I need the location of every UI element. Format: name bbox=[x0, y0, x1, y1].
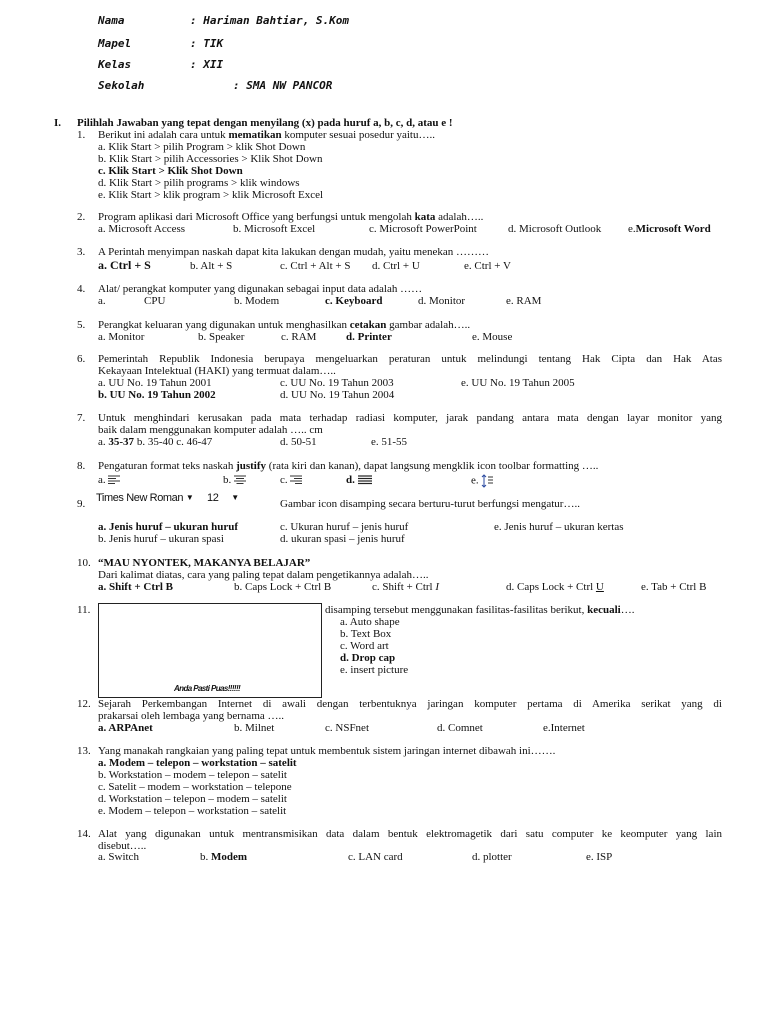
q10-quote: “MAU NYONTEK, MAKANYA BELAJAR” bbox=[98, 557, 311, 569]
q14-option-e: e. ISP bbox=[586, 851, 613, 863]
section-number: I. bbox=[54, 117, 62, 129]
q9-option-e: e. Jenis huruf – ukuran kertas bbox=[494, 521, 624, 533]
q10-option-c: c. Shift + Ctrl I bbox=[372, 581, 440, 593]
q8-option-d: d. bbox=[346, 474, 372, 486]
q8-number: 8. bbox=[77, 460, 86, 472]
q2-option-a: a. Microsoft Access bbox=[98, 223, 186, 235]
q2-option-d: d. Microsoft Outlook bbox=[508, 223, 602, 235]
q11-question: disamping tersebut menggunakan fasilitas-fasilitas berikut, kecuali…. bbox=[325, 604, 635, 616]
q13-option-e: e. Modem – telepon – workstation – satelit bbox=[98, 805, 287, 817]
q14-number: 14. bbox=[77, 828, 91, 840]
q9-option-a: a. Jenis huruf – ukuran huruf bbox=[98, 521, 238, 533]
q11-option-c: c. Word art bbox=[340, 640, 389, 652]
image-caption: Anda Pasti Puas!!!!!! bbox=[174, 684, 241, 693]
q12-question-line1: Sejarah Perkembangan Internet di awali dengan terbentuknya jaringan komputer pertama di Amerika serikat yang di bbox=[98, 698, 722, 710]
q7-question-line2: baik dalam menggunakan komputer adalah ….. cm bbox=[98, 424, 323, 436]
font-name-select[interactable]: Times New Roman ▼ bbox=[96, 492, 194, 504]
q5-option-b: b. Speaker bbox=[198, 331, 245, 343]
q11-option-a: a. Auto shape bbox=[340, 616, 400, 628]
q5-option-a: a. Monitor bbox=[98, 331, 145, 343]
q9-option-b: b. Jenis huruf – ukuran spasi bbox=[98, 533, 224, 545]
q10-option-b: b. Caps Lock + Ctrl B bbox=[234, 581, 332, 593]
q5-question: Perangkat keluaran yang digunakan untuk menghasilkan cetakan gambar adalah….. bbox=[98, 319, 471, 331]
q8-option-b: b. bbox=[223, 474, 246, 486]
q4-option-d: d. Monitor bbox=[418, 295, 466, 307]
section-instruction: Pilihlah Jawaban yang tepat dengan menyilang (x) pada huruf a, b, c, d, atau e ! bbox=[77, 117, 453, 129]
q13-question: Yang manakah rangkaian yang paling tepat untuk membentuk sistem jaringan internet dibawah ini……. bbox=[98, 745, 556, 757]
q3-option-c: c. Ctrl + Alt + S bbox=[280, 260, 351, 272]
q12-question-line2: prakarsai oleh lembaga yang bernama ….. bbox=[98, 710, 285, 722]
align-justify-icon bbox=[358, 475, 372, 485]
align-left-icon bbox=[108, 475, 120, 485]
mapel-value: : TIK bbox=[190, 37, 224, 50]
chevron-down-icon: ▼ bbox=[231, 493, 240, 502]
q1-option-a: a. Klik Start > pilih Program > klik Shot Down bbox=[98, 141, 306, 153]
q6-option-e: e. UU No. 19 Tahun 2005 bbox=[461, 377, 575, 389]
q3-option-d: d. Ctrl + U bbox=[372, 260, 420, 272]
q11-option-d: d. Drop cap bbox=[340, 652, 396, 664]
q4-option-a: a. bbox=[98, 295, 106, 307]
q4-option-c: c. Keyboard bbox=[325, 295, 383, 307]
q8-question: Pengaturan format teks naskah justify (rata kiri dan kanan), dapat langsung mengklik icon toolbar formatting ….. bbox=[98, 460, 599, 472]
q7-option-e: e. 51-55 bbox=[371, 436, 408, 448]
q12-option-a: a. ARPAnet bbox=[98, 722, 153, 734]
line-spacing-icon bbox=[481, 474, 493, 488]
q6-option-d: d. UU No. 19 Tahun 2004 bbox=[280, 389, 395, 401]
q1-number: 1. bbox=[77, 129, 86, 141]
q7-number: 7. bbox=[77, 412, 86, 424]
q10-option-a: a. Shift + Ctrl B bbox=[98, 581, 174, 593]
q9-question: Gambar icon disamping secara berturu-turut berfungsi mengatur….. bbox=[280, 498, 580, 510]
q2-option-c: c. Microsoft PowerPoint bbox=[369, 223, 477, 235]
q13-option-b: b. Workstation – modem – telepon – satelit bbox=[98, 769, 287, 781]
q1-question: Berikut ini adalah cara untuk mematikan komputer sesuai posedur yaitu….. bbox=[98, 129, 435, 141]
q10-number: 10. bbox=[77, 557, 91, 569]
q13-option-d: d. Workstation – telepon – modem – satelit bbox=[98, 793, 287, 805]
q4-option-e: e. RAM bbox=[506, 295, 542, 307]
chevron-down-icon: ▼ bbox=[185, 493, 194, 502]
q2-number: 2. bbox=[77, 211, 86, 223]
kelas-value: : XII bbox=[190, 58, 224, 71]
mapel-label: Mapel bbox=[98, 37, 132, 50]
q12-number: 12. bbox=[77, 698, 91, 710]
nama-label: Nama bbox=[98, 14, 125, 27]
q14-question-line2: disebut….. bbox=[98, 840, 147, 852]
q6-option-a: a. UU No. 19 Tahun 2001 bbox=[98, 377, 212, 389]
q7-question-line1: Untuk menghindari kerusakan pada mata terhadap radiasi komputer, jarak pandang antara mata dengan layar monitor yang bbox=[98, 412, 722, 424]
q14-option-a: a. Switch bbox=[98, 851, 139, 863]
q1-option-d: d. Klik Start > pilih programs > klik windows bbox=[98, 177, 300, 189]
align-right-icon bbox=[290, 475, 302, 485]
q7-options-abc: a. 35-37 b. 35-40 c. 46-47 bbox=[98, 436, 213, 448]
sample-image-box bbox=[98, 603, 322, 698]
q3-number: 3. bbox=[77, 246, 86, 258]
q14-option-b: b. Modem bbox=[200, 851, 248, 863]
q13-number: 13. bbox=[77, 745, 91, 757]
q11-option-e: e. insert picture bbox=[340, 664, 409, 676]
q12-option-e: e.Internet bbox=[543, 722, 585, 734]
q8-option-e: e. bbox=[471, 474, 493, 488]
q6-number: 6. bbox=[77, 353, 86, 365]
q3-option-b: b. Alt + S bbox=[190, 260, 233, 272]
q6-option-b: b. UU No. 19 Tahun 2002 bbox=[98, 389, 216, 401]
q6-option-c: c. UU No. 19 Tahun 2003 bbox=[280, 377, 394, 389]
q12-option-b: b. Milnet bbox=[234, 722, 275, 734]
q7-option-d: d. 50-51 bbox=[280, 436, 317, 448]
q4-number: 4. bbox=[77, 283, 86, 295]
q10-question: Dari kalimat diatas, cara yang paling tepat dalam pengetikannya adalah….. bbox=[98, 569, 429, 581]
sekolah-value: : SMA NW PANCOR bbox=[233, 79, 333, 92]
q2-question: Program aplikasi dari Microsoft Office yang berfungsi untuk mengolah kata adalah….. bbox=[98, 211, 484, 223]
q8-option-c: c. bbox=[280, 474, 302, 486]
q5-option-c: c. RAM bbox=[281, 331, 317, 343]
q3-question: A Perintah menyimpan naskah dapat kita lakukan dengan mudah, yaitu menekan ……… bbox=[98, 246, 490, 258]
q5-number: 5. bbox=[77, 319, 86, 331]
q6-question-line1: Pemerintah Republik Indonesia berupaya mengeluarkan peraturan untuk melindungi tentang Hak Cipta dan Hak Atas bbox=[98, 353, 722, 365]
q14-option-c: c. LAN card bbox=[348, 851, 403, 863]
q9-number: 9. bbox=[77, 498, 86, 510]
q14-question-line1: Alat yang digunakan untuk mentransmisikan data dalam bentuk elektromagetik dari satu computer ke keomputer yang lain bbox=[98, 828, 722, 840]
q1-option-c: c. Klik Start > Klik Shot Down bbox=[98, 165, 243, 177]
q9-option-d: d. ukuran spasi – jenis huruf bbox=[280, 533, 405, 545]
q1-option-e: e. Klik Start > klik program > klik Microsoft Excel bbox=[98, 189, 324, 201]
q13-option-c: c. Satelit – modem – workstation – telepone bbox=[98, 781, 292, 793]
q5-option-d: d. Printer bbox=[346, 331, 392, 343]
q11-number: 11. bbox=[77, 604, 91, 616]
q3-option-a: a. Ctrl + S bbox=[98, 258, 151, 272]
font-size-select[interactable]: 12 ▼ bbox=[207, 492, 240, 504]
q10-option-d: d. Caps Lock + Ctrl U bbox=[506, 581, 604, 593]
q8-option-a: a. bbox=[98, 474, 120, 486]
q12-option-c: c. NSFnet bbox=[325, 722, 369, 734]
q1-option-b: b. Klik Start > pilih Accessories > Klik Shot Down bbox=[98, 153, 323, 165]
nama-value: : Hariman Bahtiar, S.Kom bbox=[190, 14, 349, 27]
q14-option-d: d. plotter bbox=[472, 851, 512, 863]
sekolah-label: Sekolah bbox=[98, 79, 145, 92]
q9-option-c: c. Ukuran huruf – jenis huruf bbox=[280, 521, 409, 533]
q5-option-e: e. Mouse bbox=[472, 331, 513, 343]
q13-option-a: a. Modem – telepon – workstation – satelit bbox=[98, 757, 297, 769]
kelas-label: Kelas bbox=[98, 58, 132, 71]
align-center-icon bbox=[234, 475, 246, 485]
q10-option-e: e. Tab + Ctrl B bbox=[641, 581, 707, 593]
q11-option-b: b. Text Box bbox=[340, 628, 392, 640]
q12-option-d: d. Comnet bbox=[437, 722, 483, 734]
q2-option-b: b. Microsoft Excel bbox=[233, 223, 316, 235]
q4-option-b: b. Modem bbox=[234, 295, 280, 307]
q2-option-e: e.Microsoft Word bbox=[628, 223, 711, 235]
q4-question: Alat/ perangkat komputer yang digunakan sebagai input data adalah …… bbox=[98, 283, 423, 295]
q6-question-line2: Kekayaan Intelektual (HAKI) yang termuat dalam….. bbox=[98, 365, 336, 377]
q4-option-a-text: CPU bbox=[144, 295, 166, 307]
q3-option-e: e. Ctrl + V bbox=[464, 260, 511, 272]
